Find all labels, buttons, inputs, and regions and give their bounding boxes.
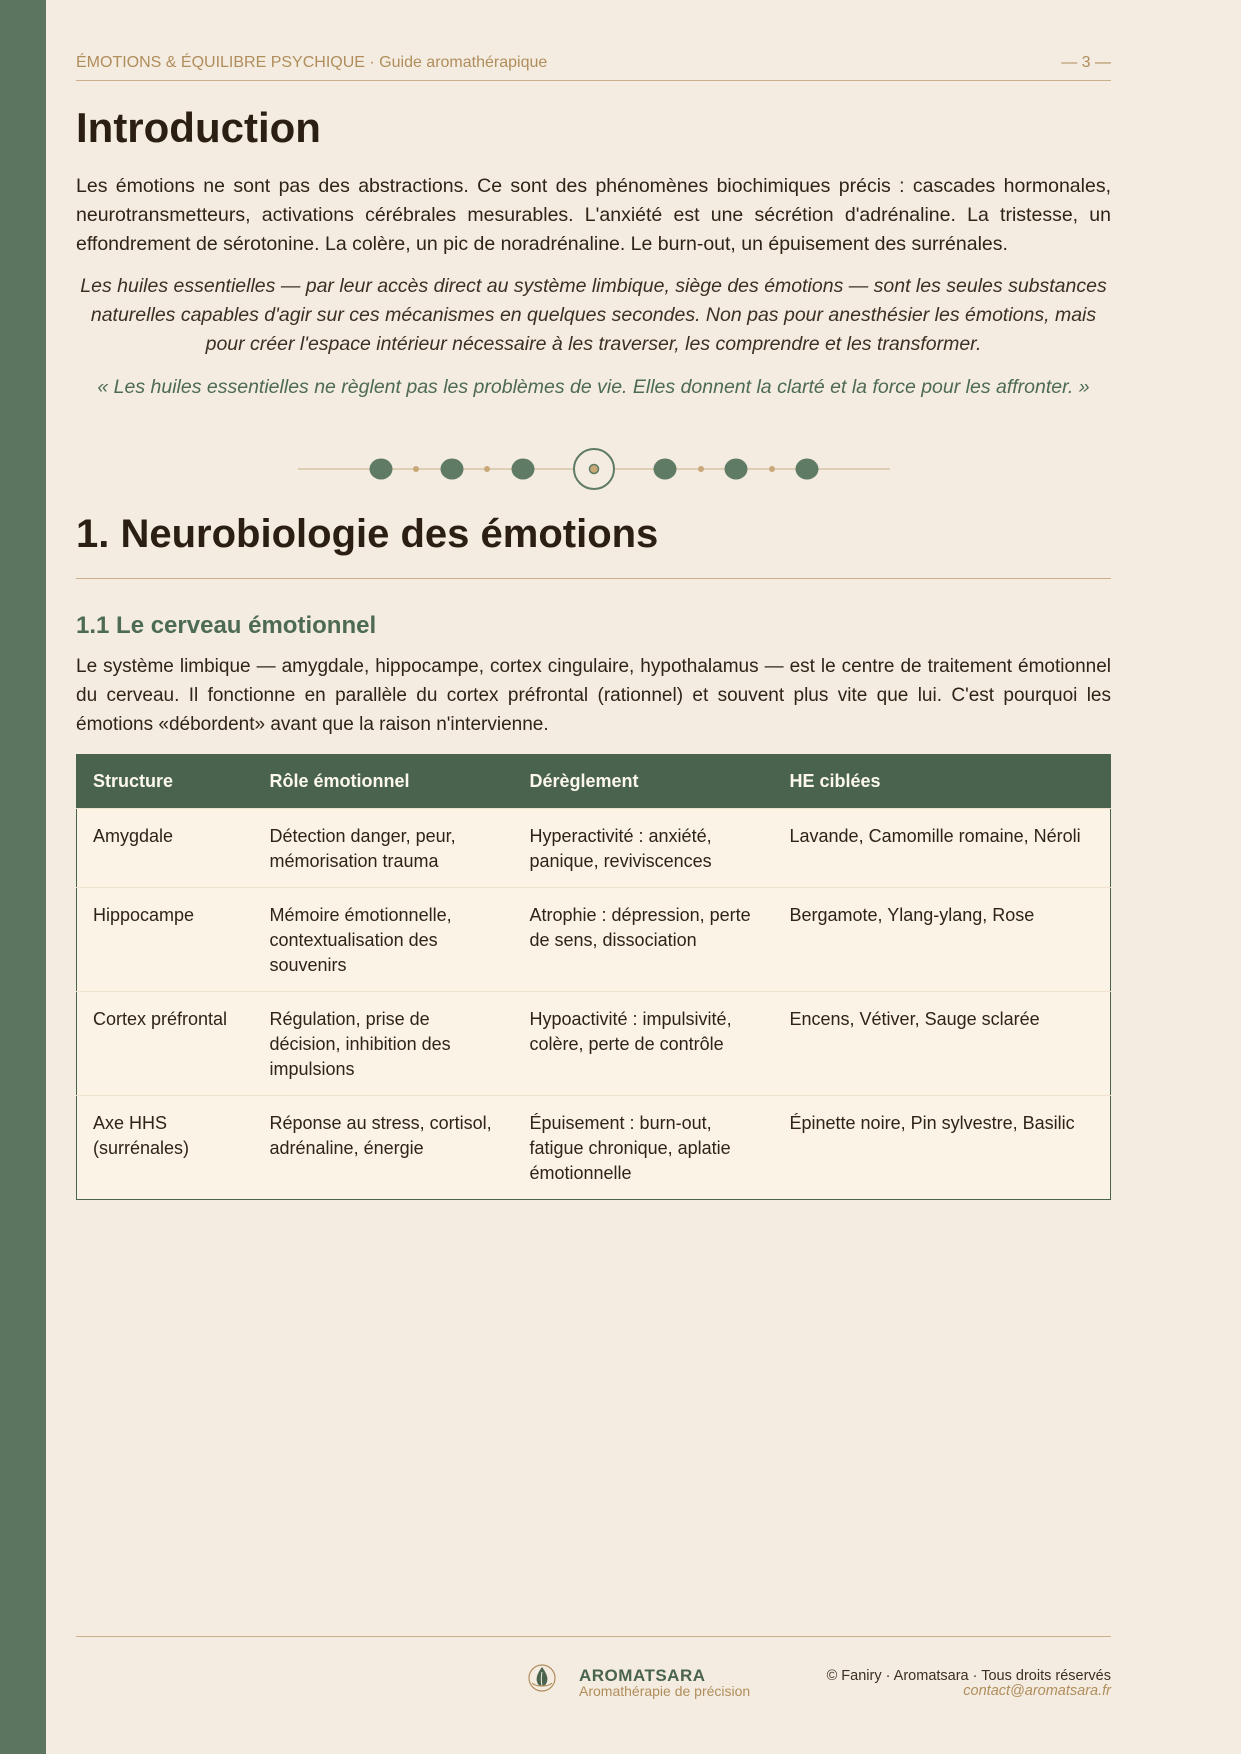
table-header-row	[77, 755, 1111, 809]
table-cell: Hyperactivité : anxiété, panique, reviviscences	[514, 809, 774, 888]
running-header	[76, 54, 1111, 81]
column-header-essential-oils: HE ciblées	[774, 755, 1111, 809]
introduction-quote: « Les huiles essentielles ne règlent pas les problèmes de vie. Elles donnent la clarté et la force pour les affronter. »	[97, 376, 1090, 398]
section-divider	[76, 578, 1111, 579]
table-cell: Atrophie : dépression, perte de sens, dissociation	[514, 888, 774, 992]
table-row	[77, 809, 1111, 888]
contact-email[interactable]: contact@aromatsara.fr	[963, 1683, 1111, 1699]
introduction-title: Introduction	[76, 104, 321, 151]
table-cell: Encens, Vétiver, Sauge sclarée	[774, 992, 1111, 1096]
leaf-drop-logo-icon	[526, 1662, 558, 1694]
limbic-structures-table	[76, 754, 1111, 1200]
table-cell: Hypoactivité : impulsivité, colère, perte de contrôle	[514, 992, 774, 1096]
table-cell: Bergamote, Ylang-ylang, Rose	[774, 888, 1111, 992]
brand-tagline: Aromathérapie de précision	[579, 1683, 751, 1699]
table-cell: Régulation, prise de décision, inhibition des impulsions	[254, 992, 514, 1096]
column-header-dysregulation: Dérèglement	[514, 755, 774, 809]
introduction-italic-paragraph: Les huiles essentielles — par leur accès direct au système limbique, siège des émotions — sont les seules substances naturelles capables d'agir sur ces mécanismes en quelques secondes. Non pas pour anesthésier les émotions, mais pour créer l'espace intérieur nécessaire à les traverser, les comprendre et les transformer.	[80, 275, 1107, 355]
column-header-role: Rôle émotionnel	[254, 755, 514, 809]
table-row	[77, 1096, 1111, 1200]
footer-divider	[76, 1636, 1111, 1637]
brand-name: AROMATSARA	[579, 1666, 706, 1685]
table-cell: Lavande, Camomille romaine, Néroli	[774, 809, 1111, 888]
page-number: — 3 —	[1061, 54, 1111, 71]
table-cell: Épinette noire, Pin sylvestre, Basilic	[774, 1096, 1111, 1200]
table-cell: Mémoire émotionnelle, contextualisation des souvenirs	[254, 888, 514, 992]
table-row	[77, 888, 1111, 992]
running-title: ÉMOTIONS & ÉQUILIBRE PSYCHIQUE · Guide aromathérapique	[76, 54, 548, 71]
subsection-1-1-paragraph: Le système limbique — amygdale, hippocampe, cortex cingulaire, hypothalamus — est le centre de traitement émotionnel du cerveau. Il fonctionne en parallèle du cortex préfrontal (rationnel) et souvent plus vite que lui. C'est pourquoi les émotions «débordent» avant que la raison n'intervienne.	[76, 656, 1111, 735]
table-cell: Axe HHS (surrénales)	[77, 1096, 254, 1200]
section-1-title: 1. Neurobiologie des émotions	[76, 512, 659, 556]
divider-dots-ornament	[298, 444, 890, 494]
sidebar-band	[0, 0, 46, 1754]
copyright-notice: © Faniry · Aromatsara · Tous droits réservés	[826, 1668, 1111, 1684]
subsection-1-1-title: 1.1 Le cerveau émotionnel	[76, 612, 377, 639]
table-cell: Cortex préfrontal	[77, 992, 254, 1096]
table-cell: Épuisement : burn-out, fatigue chronique, aplatie émotionnelle	[514, 1096, 774, 1200]
table-cell: Hippocampe	[77, 888, 254, 992]
introduction-paragraph: Les émotions ne sont pas des abstractions. Ce sont des phénomènes biochimiques précis : cascades hormonales, neurotransmetteurs, activations cérébrales mesurables. L'anxiété est une sécrétion d'adrénaline. La tristesse, un effondrement de sérotonine. La colère, un pic de noradrénaline. Le burn-out, un épuisement des surrénales.	[76, 175, 1111, 255]
table-row	[77, 992, 1111, 1096]
table-cell: Amygdale	[77, 809, 254, 888]
table-cell: Réponse au stress, cortisol, adrénaline, énergie	[254, 1096, 514, 1200]
table-cell: Détection danger, peur, mémorisation trauma	[254, 809, 514, 888]
column-header-structure: Structure	[77, 755, 254, 809]
